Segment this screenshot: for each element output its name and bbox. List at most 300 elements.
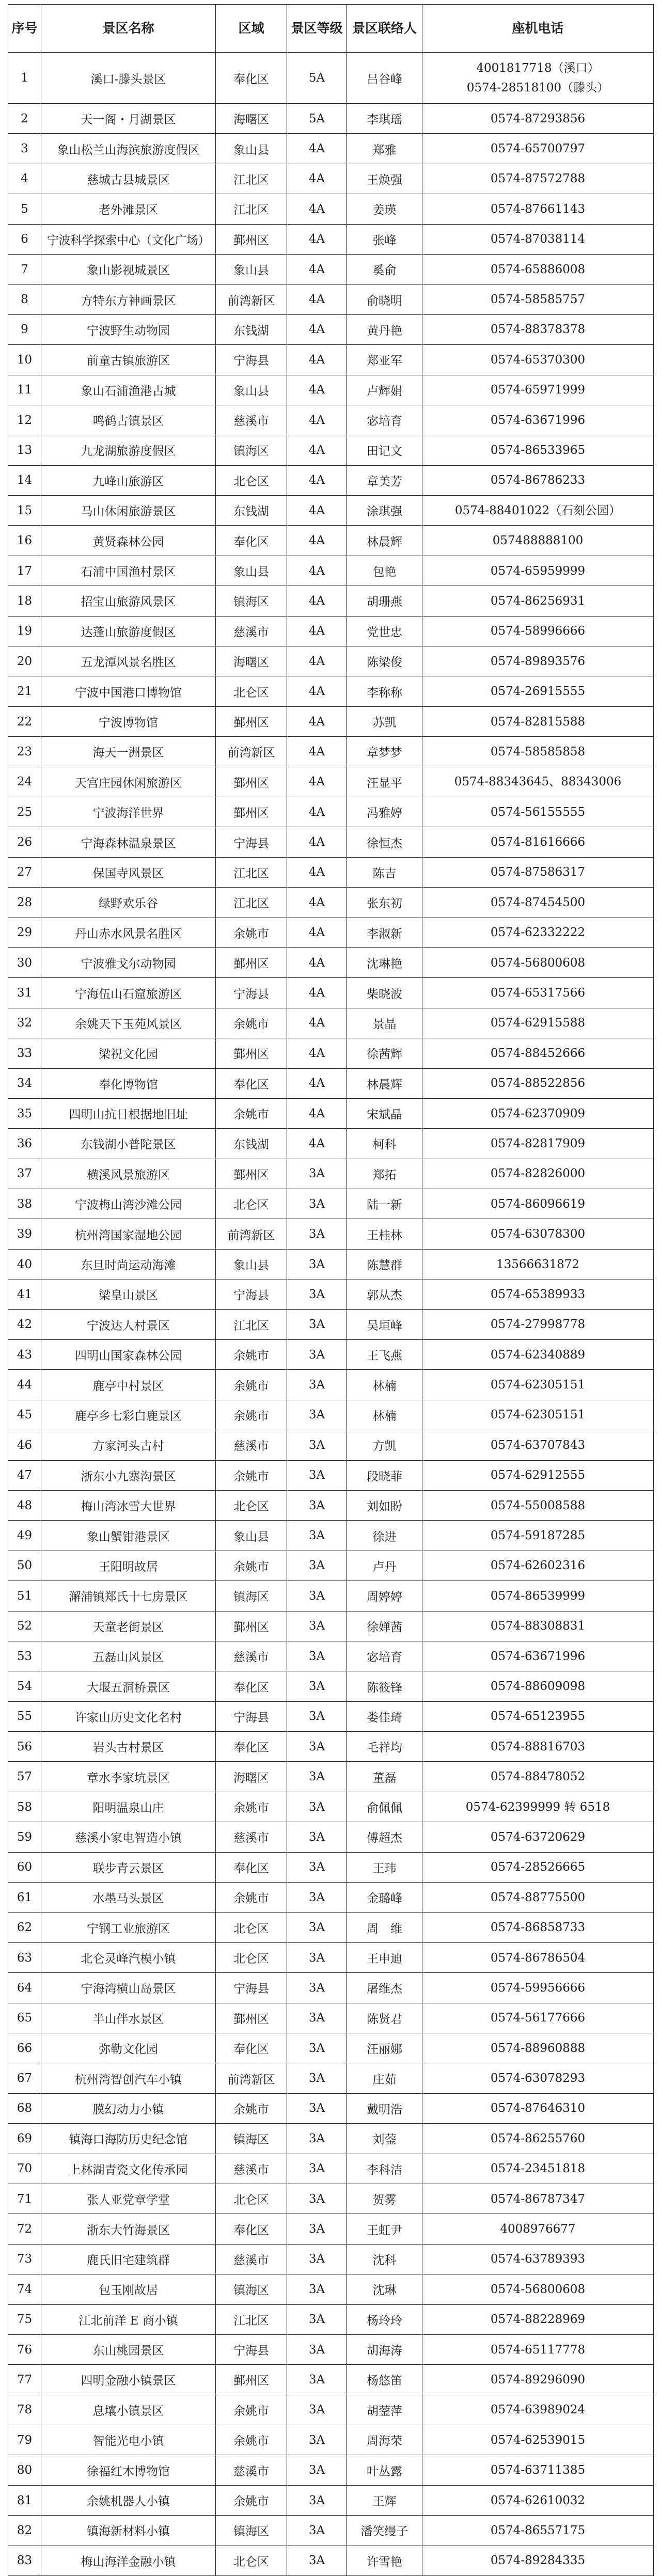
cell-name: 丹山赤水风景名胜区 xyxy=(41,918,216,947)
cell-contact: 戴明浩 xyxy=(347,2093,422,2123)
table-row xyxy=(8,767,654,797)
cell-name: 海天一洲景区 xyxy=(41,737,216,767)
table-row xyxy=(8,1641,654,1671)
cell-contact: 吴垣峰 xyxy=(347,1309,422,1339)
cell-name: 五龙潭风景名胜区 xyxy=(41,646,216,676)
cell-index: 82 xyxy=(8,2516,41,2546)
cell-contact: 姜瑛 xyxy=(347,194,422,224)
cell-grade: 4A xyxy=(287,314,347,344)
cell-district: 奉化区 xyxy=(216,1068,287,1098)
table-row xyxy=(8,134,654,164)
cell-contact: 章美芳 xyxy=(347,465,422,495)
cell-grade: 4A xyxy=(287,1129,347,1159)
table-row xyxy=(8,2244,654,2274)
cell-name: 镇海新材料小镇 xyxy=(41,2516,216,2546)
cell-contact: 陈慧群 xyxy=(347,1249,422,1279)
cell-name: 四明山抗日根据地旧址 xyxy=(41,1098,216,1128)
cell-index: 68 xyxy=(8,2093,41,2123)
table-row xyxy=(8,2274,654,2304)
cell-phone xyxy=(422,1732,654,1762)
phone-number: 0574-65123955 xyxy=(490,1710,586,1724)
cell-grade: 4A xyxy=(287,224,347,254)
cell-contact: 王飞燕 xyxy=(347,1340,422,1370)
cell-index: 71 xyxy=(8,2184,41,2214)
cell-grade: 4A xyxy=(287,676,347,706)
phone-number: 0574-89296090 xyxy=(490,2373,586,2387)
cell-grade: 3A xyxy=(287,1762,347,1792)
table-row xyxy=(8,2546,654,2575)
cell-name: 澥浦镇郑氏十七房景区 xyxy=(41,1581,216,1611)
table-body xyxy=(8,53,654,2576)
cell-contact: 杨悠笛 xyxy=(347,2365,422,2395)
cell-contact: 陈贤君 xyxy=(347,2003,422,2033)
cell-grade: 3A xyxy=(287,2063,347,2093)
phone-number: 0574-88960888 xyxy=(490,2041,586,2055)
cell-phone xyxy=(422,1008,654,1038)
cell-grade: 4A xyxy=(287,857,347,887)
phone-number: 4001817718（溪口） xyxy=(476,61,600,75)
cell-name: 大堰五洞桥景区 xyxy=(41,1671,216,1701)
cell-contact: 方凯 xyxy=(347,1430,422,1460)
cell-contact: 柴晓波 xyxy=(347,978,422,1008)
phone-number: 0574-86557175 xyxy=(490,2523,586,2537)
phone-number: 4008976677 xyxy=(500,2222,576,2236)
cell-phone xyxy=(422,314,654,344)
cell-contact: 周婷婷 xyxy=(347,1581,422,1611)
cell-district: 镇海区 xyxy=(216,2274,287,2304)
cell-contact: 包艳 xyxy=(347,556,422,586)
table-row xyxy=(8,1490,654,1520)
cell-district: 北仑区 xyxy=(216,2546,287,2575)
cell-grade: 4A xyxy=(287,405,347,435)
cell-contact: 卢辉娟 xyxy=(347,375,422,405)
table-row xyxy=(8,857,654,887)
cell-name: 浙东大竹海景区 xyxy=(41,2214,216,2244)
phone-number: 0574-88775500 xyxy=(490,1890,586,1904)
cell-name: 东山桃园景区 xyxy=(41,2334,216,2364)
table-row xyxy=(8,1279,654,1309)
cell-phone xyxy=(422,827,654,857)
cell-index: 33 xyxy=(8,1038,41,1068)
cell-district: 宁海县 xyxy=(216,1279,287,1309)
phone-number: 0574-65700797 xyxy=(490,142,586,156)
cell-district: 镇海区 xyxy=(216,2124,287,2154)
cell-index: 19 xyxy=(8,616,41,646)
cell-name: 慈溪小家电智造小镇 xyxy=(41,1822,216,1852)
phone-number: 0574-89893576 xyxy=(490,654,586,668)
table-row xyxy=(8,1400,654,1430)
cell-index: 10 xyxy=(8,345,41,375)
cell-grade: 3A xyxy=(287,2124,347,2154)
cell-phone xyxy=(422,2003,654,2033)
table-row xyxy=(8,676,654,706)
cell-phone xyxy=(422,888,654,918)
cell-grade: 4A xyxy=(287,767,347,797)
cell-index: 28 xyxy=(8,888,41,918)
table-row xyxy=(8,1551,654,1581)
cell-name: 招宝山旅游风景区 xyxy=(41,586,216,616)
cell-phone xyxy=(422,767,654,797)
cell-phone xyxy=(422,1159,654,1189)
cell-grade: 3A xyxy=(287,2395,347,2425)
phone-number: 0574-86256931 xyxy=(490,594,586,608)
header-district: 区域 xyxy=(216,5,287,53)
cell-phone xyxy=(422,2274,654,2304)
cell-grade: 4A xyxy=(287,375,347,405)
phone-number: 0574-63078300 xyxy=(490,1227,586,1241)
cell-district: 北仑区 xyxy=(216,1913,287,1942)
table-row xyxy=(8,375,654,405)
cell-grade: 4A xyxy=(287,556,347,586)
cell-name: 镇海口海防历史纪念馆 xyxy=(41,2124,216,2154)
cell-phone xyxy=(422,586,654,616)
cell-district: 江北区 xyxy=(216,857,287,887)
table-row xyxy=(8,1129,654,1159)
cell-district: 象山县 xyxy=(216,375,287,405)
cell-grade: 3A xyxy=(287,2003,347,2033)
cell-district: 鄞州区 xyxy=(216,224,287,254)
cell-index: 29 xyxy=(8,918,41,947)
cell-contact: 杨玲玲 xyxy=(347,2304,422,2334)
cell-grade: 4A xyxy=(287,285,347,314)
cell-grade: 4A xyxy=(287,465,347,495)
phone-number: 0574-87038114 xyxy=(490,232,586,246)
cell-district: 宁海县 xyxy=(216,345,287,375)
cell-index: 44 xyxy=(8,1370,41,1400)
cell-phone xyxy=(422,1792,654,1822)
cell-name: 东钱湖小普陀景区 xyxy=(41,1129,216,1159)
cell-phone xyxy=(422,616,654,646)
cell-index: 1 xyxy=(8,53,41,104)
cell-contact: 李琪瑶 xyxy=(347,104,422,134)
cell-index: 48 xyxy=(8,1490,41,1520)
scenic-spot-contact-sheet xyxy=(8,4,653,2576)
cell-name: 宁海湾横山岛景区 xyxy=(41,1973,216,2003)
cell-contact: 张峰 xyxy=(347,224,422,254)
table-row xyxy=(8,1430,654,1460)
cell-district: 前湾新区 xyxy=(216,2063,287,2093)
cell-name: 东旦时尚运动海滩 xyxy=(41,1249,216,1279)
phone-number: 0574-87572788 xyxy=(490,172,586,186)
cell-contact: 宋斌晶 xyxy=(347,1098,422,1128)
phone-number: 0574-63671996 xyxy=(490,1649,586,1663)
cell-district: 余姚市 xyxy=(216,1098,287,1128)
cell-index: 36 xyxy=(8,1129,41,1159)
cell-contact: 胡蓥萍 xyxy=(347,2395,422,2425)
phone-number: 0574-62332222 xyxy=(490,926,586,940)
cell-district: 鄞州区 xyxy=(216,797,287,827)
table-row xyxy=(8,1701,654,1731)
cell-district: 鄞州区 xyxy=(216,706,287,736)
phone-number: 0574-56800608 xyxy=(490,956,586,970)
table-row xyxy=(8,1883,654,1913)
cell-district: 北仑区 xyxy=(216,1490,287,1520)
table-row xyxy=(8,1008,654,1038)
cell-grade: 4A xyxy=(287,947,347,977)
phone-number: 0574-81616666 xyxy=(490,835,586,849)
cell-contact: 宓培育 xyxy=(347,405,422,435)
cell-contact: 王虹尹 xyxy=(347,2214,422,2244)
cell-index: 30 xyxy=(8,947,41,977)
cell-index: 47 xyxy=(8,1460,41,1490)
phone-number: 0574-63989024 xyxy=(490,2403,586,2417)
cell-district: 奉化区 xyxy=(216,2033,287,2063)
cell-name: 徐福红木博物馆 xyxy=(41,2455,216,2485)
cell-contact: 黄丹艳 xyxy=(347,314,422,344)
cell-district: 余姚市 xyxy=(216,2425,287,2455)
cell-phone xyxy=(422,1701,654,1731)
cell-contact: 郑雅 xyxy=(347,134,422,164)
cell-district: 慈溪市 xyxy=(216,2455,287,2485)
cell-phone xyxy=(422,2365,654,2395)
phone-number: 0574-65886008 xyxy=(490,262,586,276)
cell-phone xyxy=(422,1671,654,1701)
table-row xyxy=(8,345,654,375)
phone-number: 0574-63671996 xyxy=(490,413,586,427)
cell-contact: 傅超杰 xyxy=(347,1822,422,1852)
cell-grade: 4A xyxy=(287,345,347,375)
cell-phone xyxy=(422,857,654,887)
cell-phone xyxy=(422,1189,654,1219)
cell-index: 72 xyxy=(8,2214,41,2244)
header-name: 景区名称 xyxy=(41,5,216,53)
cell-name: 弥勒文化园 xyxy=(41,2033,216,2063)
cell-district: 奉化区 xyxy=(216,1671,287,1701)
phone-number: 0574-87454500 xyxy=(490,895,586,909)
cell-contact: 柯科 xyxy=(347,1129,422,1159)
phone-number: 0574-88609098 xyxy=(490,1680,586,1693)
cell-index: 64 xyxy=(8,1973,41,2003)
cell-phone xyxy=(422,2214,654,2244)
cell-name: 保国寺风景区 xyxy=(41,857,216,887)
table-row xyxy=(8,2516,654,2546)
cell-phone xyxy=(422,1611,654,1641)
cell-index: 6 xyxy=(8,224,41,254)
cell-index: 7 xyxy=(8,254,41,284)
cell-name: 象山影视城景区 xyxy=(41,254,216,284)
table-row xyxy=(8,224,654,254)
cell-contact: 章梦梦 xyxy=(347,737,422,767)
cell-phone xyxy=(422,797,654,827)
cell-name: 梅山湾冰雪大世界 xyxy=(41,1490,216,1520)
cell-phone xyxy=(422,2093,654,2123)
cell-index: 63 xyxy=(8,1942,41,1972)
cell-name: 半山伴水景区 xyxy=(41,2003,216,2033)
cell-district: 余姚市 xyxy=(216,1340,287,1370)
cell-grade: 4A xyxy=(287,254,347,284)
cell-index: 18 xyxy=(8,586,41,616)
cell-index: 57 xyxy=(8,1762,41,1792)
table-row xyxy=(8,2334,654,2364)
cell-grade: 3A xyxy=(287,2214,347,2244)
table-row xyxy=(8,1038,654,1068)
table-row xyxy=(8,706,654,736)
cell-phone xyxy=(422,1249,654,1279)
cell-grade: 4A xyxy=(287,164,347,194)
cell-district: 江北区 xyxy=(216,1309,287,1339)
cell-index: 31 xyxy=(8,978,41,1008)
cell-phone xyxy=(422,1822,654,1852)
cell-grade: 4A xyxy=(287,737,347,767)
header-contact: 景区联络人 xyxy=(347,5,422,53)
cell-index: 32 xyxy=(8,1008,41,1038)
cell-index: 79 xyxy=(8,2425,41,2455)
cell-grade: 3A xyxy=(287,1792,347,1822)
cell-grade: 3A xyxy=(287,2093,347,2123)
cell-phone xyxy=(422,1581,654,1611)
cell-phone xyxy=(422,2395,654,2425)
cell-phone xyxy=(422,978,654,1008)
cell-grade: 3A xyxy=(287,1732,347,1762)
cell-district: 余姚市 xyxy=(216,1460,287,1490)
table-row xyxy=(8,1822,654,1852)
cell-phone xyxy=(422,1430,654,1460)
phone-number: 0574-58996666 xyxy=(490,624,586,638)
cell-index: 23 xyxy=(8,737,41,767)
table-row xyxy=(8,2455,654,2485)
cell-district: 前湾新区 xyxy=(216,285,287,314)
phone-number: 0574-86858733 xyxy=(490,1921,586,1935)
cell-name: 九龙湖旅游度假区 xyxy=(41,435,216,465)
cell-name: 浙东小九寨沟景区 xyxy=(41,1460,216,1490)
cell-grade: 4A xyxy=(287,526,347,556)
cell-grade: 3A xyxy=(287,2516,347,2546)
table-row xyxy=(8,978,654,1008)
cell-phone xyxy=(422,496,654,526)
cell-name: 九峰山旅游区 xyxy=(41,465,216,495)
cell-phone xyxy=(422,2124,654,2154)
cell-phone xyxy=(422,1883,654,1913)
cell-phone xyxy=(422,526,654,556)
header-index: 序号 xyxy=(8,5,41,53)
phone-number: 0574-86096619 xyxy=(490,1197,586,1211)
phone-number: 0574-63707843 xyxy=(490,1438,586,1452)
cell-index: 14 xyxy=(8,465,41,495)
cell-name: 象山松兰山海滨旅游度假区 xyxy=(41,134,216,164)
table-row xyxy=(8,496,654,526)
cell-district: 北仑区 xyxy=(216,465,287,495)
cell-district: 镇海区 xyxy=(216,586,287,616)
cell-grade: 3A xyxy=(287,1159,347,1189)
cell-name: 宁海伍山石窟旅游区 xyxy=(41,978,216,1008)
cell-district: 鄞州区 xyxy=(216,1159,287,1189)
cell-contact: 娄佳琦 xyxy=(347,1701,422,1731)
cell-grade: 3A xyxy=(287,2244,347,2274)
cell-index: 41 xyxy=(8,1279,41,1309)
cell-name: 四明金融小镇景区 xyxy=(41,2365,216,2395)
cell-name: 梁祝文化园 xyxy=(41,1038,216,1068)
cell-grade: 3A xyxy=(287,1340,347,1370)
phone-number: 0574-62610032 xyxy=(490,2493,586,2507)
cell-contact: 王桂林 xyxy=(347,1219,422,1249)
cell-district: 奉化区 xyxy=(216,526,287,556)
table-row xyxy=(8,646,654,676)
cell-grade: 4A xyxy=(287,134,347,164)
cell-phone xyxy=(422,1490,654,1520)
cell-grade: 3A xyxy=(287,1581,347,1611)
cell-grade: 3A xyxy=(287,1279,347,1309)
phone-number: 0574-89284335 xyxy=(490,2554,586,2568)
phone-number: 0574-63711385 xyxy=(490,2463,586,2477)
cell-phone xyxy=(422,2334,654,2364)
phone-number: 0574-59956666 xyxy=(490,1981,586,1995)
cell-name: 横溪风景旅游区 xyxy=(41,1159,216,1189)
cell-index: 3 xyxy=(8,134,41,164)
cell-district: 象山县 xyxy=(216,134,287,164)
cell-grade: 4A xyxy=(287,1068,347,1098)
cell-name: 鸣鹤古镇景区 xyxy=(41,405,216,435)
cell-contact: 奚俞 xyxy=(347,254,422,284)
cell-name: 梁皇山景区 xyxy=(41,1279,216,1309)
phone-number: 0574-63078293 xyxy=(490,2072,586,2085)
phone-number: 0574-86786233 xyxy=(490,473,586,487)
cell-index: 60 xyxy=(8,1852,41,1882)
cell-district: 余姚市 xyxy=(216,1370,287,1400)
cell-phone xyxy=(422,737,654,767)
cell-index: 38 xyxy=(8,1189,41,1219)
phone-number: 0574-88378378 xyxy=(490,323,586,337)
phone-number: 057488888100 xyxy=(492,534,584,548)
table-row xyxy=(8,1852,654,1882)
cell-district: 鄞州区 xyxy=(216,1038,287,1068)
phone-number: 0574-88401022（石刻公园） xyxy=(454,503,621,517)
header-phone: 座机电话 xyxy=(422,5,654,53)
cell-contact: 刘蓥 xyxy=(347,2124,422,2154)
cell-district: 北仑区 xyxy=(216,1942,287,1972)
cell-index: 39 xyxy=(8,1219,41,1249)
phone-number: 0574-88308831 xyxy=(490,1619,586,1633)
cell-district: 奉化区 xyxy=(216,1732,287,1762)
cell-phone xyxy=(422,2154,654,2184)
cell-contact: 林楠 xyxy=(347,1400,422,1430)
table-row xyxy=(8,1762,654,1792)
cell-phone xyxy=(422,1038,654,1068)
cell-index: 77 xyxy=(8,2365,41,2395)
cell-name: 江北前洋 E 商小镇 xyxy=(41,2304,216,2334)
table-row xyxy=(8,737,654,767)
cell-name: 马山休闲旅游景区 xyxy=(41,496,216,526)
table-row xyxy=(8,556,654,586)
phone-number: 0574-62305151 xyxy=(490,1408,586,1422)
header-row xyxy=(8,5,654,53)
cell-grade: 3A xyxy=(287,1249,347,1279)
cell-index: 12 xyxy=(8,405,41,435)
phone-number: 0574-82815588 xyxy=(490,715,586,729)
cell-phone xyxy=(422,706,654,736)
cell-index: 13 xyxy=(8,435,41,465)
table-row xyxy=(8,254,654,284)
cell-phone xyxy=(422,1370,654,1400)
cell-phone xyxy=(422,1129,654,1159)
cell-district: 奉化区 xyxy=(216,53,287,104)
table-row xyxy=(8,2395,654,2425)
cell-phone xyxy=(422,2546,654,2575)
cell-contact: 段晓菲 xyxy=(347,1460,422,1490)
cell-index: 17 xyxy=(8,556,41,586)
cell-phone xyxy=(422,224,654,254)
cell-index: 74 xyxy=(8,2274,41,2304)
table-row xyxy=(8,1942,654,1972)
phone-number: 0574-65117778 xyxy=(490,2343,586,2357)
phone-number: 0574-62370909 xyxy=(490,1107,586,1120)
cell-contact: 俞佩佩 xyxy=(347,1792,422,1822)
cell-grade: 3A xyxy=(287,1490,347,1520)
cell-grade: 5A xyxy=(287,53,347,104)
cell-grade: 3A xyxy=(287,1189,347,1219)
phone-number: 0574-82826000 xyxy=(490,1167,586,1181)
cell-district: 余姚市 xyxy=(216,1008,287,1038)
cell-index: 35 xyxy=(8,1098,41,1128)
